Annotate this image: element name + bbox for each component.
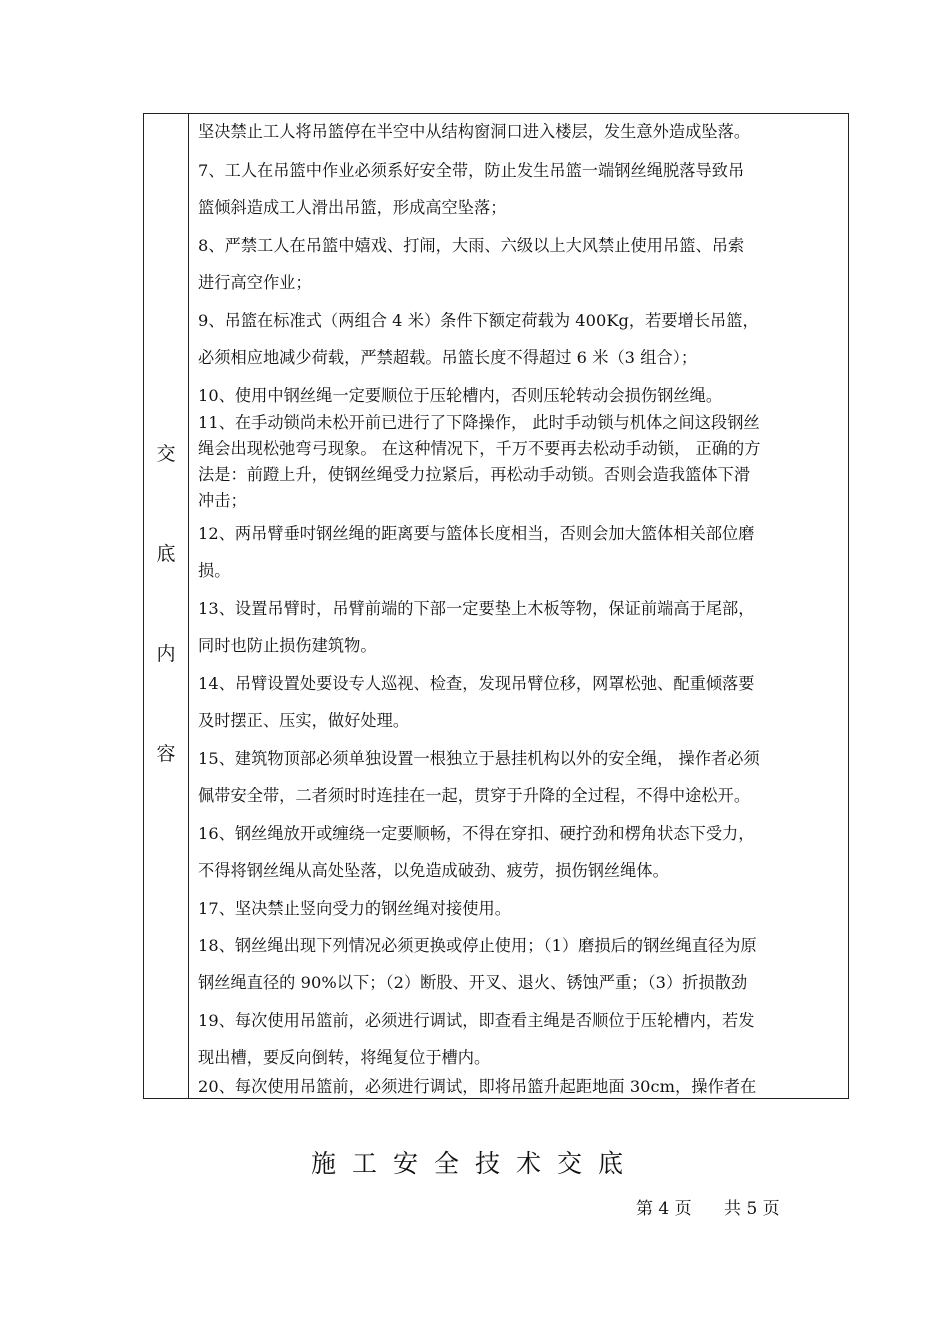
content-line: 同时也防止损伤建筑物。 bbox=[198, 636, 377, 655]
content-line: 19、每次使用吊篮前，必须进行调试，即查看主绳是否顺位于压轮槽内，若发 bbox=[198, 1011, 755, 1030]
content-line: 15、建筑物顶部必须单独设置一根独立于悬挂机构以外的安全绳， 操作者必须 bbox=[198, 749, 760, 768]
content-line: 必须相应地减少荷载，严禁超载。吊篮长度不得超过 6 米（3 组合）； bbox=[198, 348, 698, 367]
label-column bbox=[144, 114, 188, 1098]
content-line: 8、严禁工人在吊篮中嬉戏、打闹，大雨、六级以上大风禁止使用吊篮、吊索 bbox=[198, 236, 745, 255]
content-line: 16、钢丝绳放开或缠绕一定要顺畅，不得在穿扣、硬拧劲和楞角状态下受力， bbox=[198, 824, 755, 843]
disclosure-table bbox=[143, 113, 849, 1099]
content-line: 10、使用中钢丝绳一定要顺位于压轮槽内，否则压轮转动会损伤钢丝绳。 bbox=[198, 386, 723, 405]
content-line: 18、钢丝绳出现下列情况必须更换或停止使用；（1）磨损后的钢丝绳直径为原 bbox=[198, 936, 757, 955]
content-line: 13、设置吊臂时，吊臂前端的下部一定要垫上木板等物，保证前端高于尾部， bbox=[198, 599, 755, 618]
content-column bbox=[198, 114, 840, 1098]
page-indicator: 第 4 页 共 5 页 bbox=[636, 1199, 780, 1219]
label-char: 底 bbox=[156, 543, 176, 565]
content-line: 11、在手动锁尚未松开前已进行了下降操作， 此时手动锁与机体之间这段钢丝 bbox=[198, 413, 760, 432]
column-divider bbox=[188, 114, 189, 1098]
content-line: 7、工人在吊篮中作业必须系好安全带，防止发生吊篮一端钢丝绳脱落导致吊 bbox=[198, 161, 745, 180]
label-char: 内 bbox=[156, 643, 176, 665]
content-line: 进行高空作业； bbox=[198, 273, 312, 292]
content-line: 现出槽，要反向倒转，将绳复位于槽内。 bbox=[198, 1048, 491, 1067]
content-line: 钢丝绳直径的 90%以下；（2）断股、开叉、退火、锈蚀严重；（3）折损散劲 bbox=[198, 973, 748, 992]
content-line: 不得将钢丝绳从高处坠落，以免造成破劲、疲劳，损伤钢丝绳体。 bbox=[198, 861, 669, 880]
content-line: 17、坚决禁止竖向受力的钢丝绳对接使用。 bbox=[198, 899, 511, 918]
content-line: 佩带安全带，二者须时时连挂在一起，贯穿于升降的全过程，不得中途松开。 bbox=[198, 786, 751, 805]
content-line: 坚决禁止工人将吊篮停在半空中从结构窗洞口进入楼层，发生意外造成坠落。 bbox=[198, 122, 751, 141]
label-char: 交 bbox=[156, 443, 176, 465]
label-char: 容 bbox=[156, 743, 176, 765]
content-line: 及时摆正、压实，做好处理。 bbox=[198, 711, 410, 730]
content-line: 9、吊篮在标准式（两组合 4 米）条件下额定荷载为 400Kg，若要增长吊篮， bbox=[198, 311, 759, 330]
content-line: 篮倾斜造成工人滑出吊篮，形成高空坠落； bbox=[198, 198, 507, 217]
page-title: 施工安全技术交底 bbox=[310, 1149, 639, 1178]
content-line: 20、每次使用吊篮前，必须进行调试，即将吊篮升起距地面 30cm，操作者在 bbox=[198, 1077, 757, 1096]
content-line: 12、两吊臂垂吋钢丝绳的距离要与篮体长度相当，否则会加大篮体相关部位磨 bbox=[198, 524, 755, 543]
content-line: 法是：前蹬上升，使钢丝绳受力拉紧后，再松动手动锁。否则会造我篮体下滑 bbox=[198, 465, 751, 484]
content-line: 冲击； bbox=[198, 491, 247, 510]
content-line: 损。 bbox=[198, 561, 231, 580]
content-line: 绳会出现松弛弯弓现象。 在这种情况下，千万不要再去松动手动锁， 正确的方 bbox=[198, 439, 761, 458]
content-line: 14、吊臂设置处要设专人巡视、检查，发现吊臂位移，网罩松弛、配重倾落要 bbox=[198, 674, 755, 693]
